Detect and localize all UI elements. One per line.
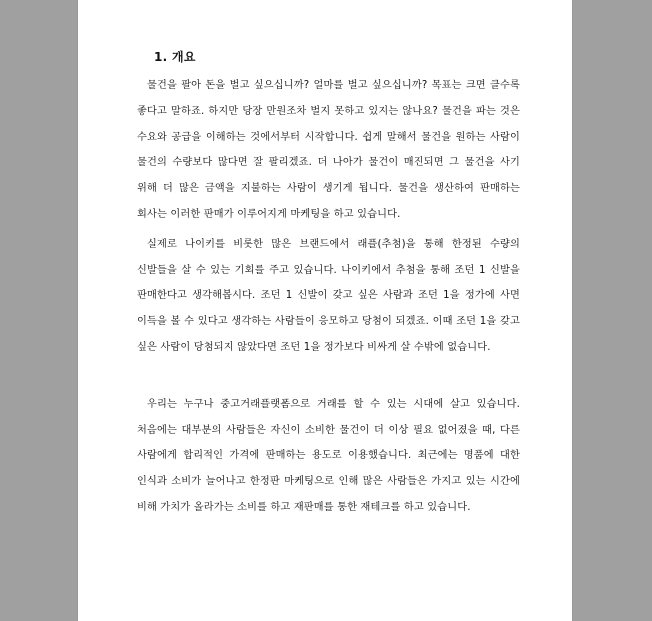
- paragraph-1: 물건을 팔아 돈을 벌고 싶으십니까? 얼마를 벌고 싶으십니까? 목표는 크면 클수록 좋다고 말하죠. 하지만 당장 만원조차 벌지 못하고 있지는 않나요? 물건을 파는 것은 수요와 공급을 이해하는 것에서부터 시작합니다. 쉽게 말해서 물건을 원하는 사람이 물건의 수량보다 많다면 잘 팔리겠죠. 더 나아가 물건이 매진되면 그 물건을 사기 위해 더 많은 금액을 지불하는 사람이 생기게 됩니다. 물건을 생산하여 판매하는 회사는 이러한 판매가 이루어지게 마케팅을 하고 있습니다.: [137, 80, 520, 220]
- paragraph-2: 실제로 나이키를 비롯한 많은 브랜드에서 래플(추첨)을 통해 한정된 수량의 신발들을 살 수 있는 기회를 주고 있습니다. 나이키에서 추첨을 통해 조던 1 신발을 판매한다고 생각해봅시다. 조던 1 신발이 갖고 싶은 사람과 조던 1을 정가에 사면 이득을 볼 수 있다고 생각하는 사람들이 응모하고 당첨이 되겠죠. 이때 조던 1을 갖고 싶은 사람이 당첨되지 않았다면 조던 1을 정가보다 비싸게 살 수밖에 없습니다.: [137, 238, 520, 353]
- section-heading: 1. 개요: [154, 50, 196, 64]
- document-page: [78, 0, 572, 621]
- page-content: [137, 47, 520, 521]
- paragraph-3: 우리는 누구나 중고거래플랫폼으로 거래를 할 수 있는 시대에 살고 있습니다. 처음에는 대부분의 사람들은 자신이 소비한 물건이 더 이상 필요 없어졌을 때, 다른 사람에게 합리적인 가격에 판매하는 용도로 이용했습니다. 최근에는 명품에 대한 인식과 소비가 늘어나고 한정판 마케팅으로 인해 많은 사람들은 가지고 있는 시간에 비해 가치가 올라가는 소비를 하고 재판매를 통한 재테크를 하고 있습니다.: [137, 398, 520, 513]
